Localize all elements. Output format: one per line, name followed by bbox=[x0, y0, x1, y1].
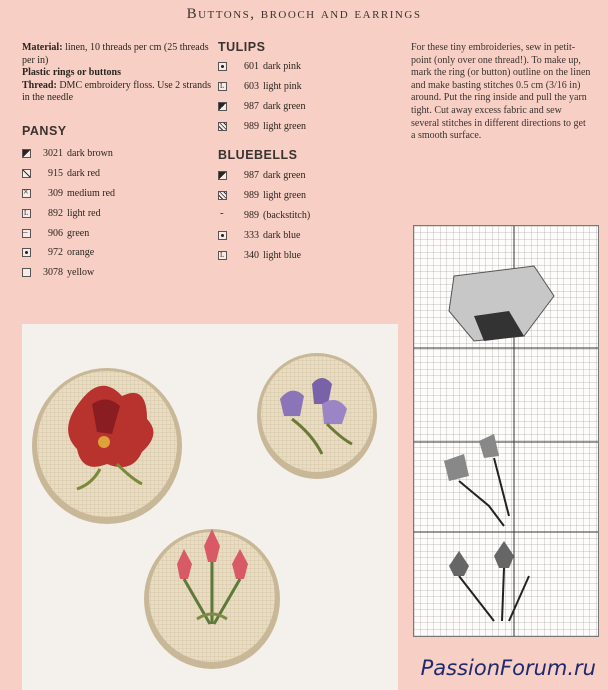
tulips-key-label: dark green bbox=[263, 100, 306, 112]
tulips-button bbox=[144, 529, 280, 669]
tulips-key-item bbox=[218, 97, 306, 117]
bluebells-key-label: light blue bbox=[263, 249, 302, 261]
bluebells-symbol-icon bbox=[218, 231, 227, 240]
pansy-button bbox=[32, 368, 182, 524]
bluebells-key-item bbox=[218, 245, 310, 265]
bluebells-key-code: 340 bbox=[244, 249, 259, 261]
bluebells-symbol-icon bbox=[218, 171, 227, 180]
watermark: PassionForum.ru bbox=[420, 656, 596, 680]
bluebells-key bbox=[218, 166, 310, 265]
material-text: linen, 10 threads per cm (25 threads per in) bbox=[22, 42, 209, 66]
pansy-key-label: orange bbox=[67, 247, 95, 259]
pansy-symbol-icon bbox=[22, 189, 31, 198]
pansy-key-label: yellow bbox=[67, 267, 95, 279]
pansy-key-code: 3021 bbox=[43, 148, 63, 160]
bluebells-key-item bbox=[218, 225, 310, 245]
bluebells-key-code: 987 bbox=[244, 170, 259, 182]
tulips-key-label: dark pink bbox=[263, 61, 302, 73]
pansy-key-code: 906 bbox=[48, 227, 63, 239]
bluebells-key-item bbox=[218, 186, 310, 206]
pansy-symbol-icon bbox=[22, 209, 31, 218]
pansy-key-label: medium red bbox=[67, 187, 116, 199]
bluebells-key-label: light green bbox=[263, 190, 307, 202]
pansy-key-code: 972 bbox=[48, 247, 63, 259]
tulips-symbol-icon bbox=[218, 62, 227, 71]
pansy-key-item bbox=[22, 223, 115, 243]
tulips-symbol-icon bbox=[218, 82, 227, 91]
chart-grid bbox=[414, 226, 598, 636]
materials-block bbox=[22, 42, 212, 105]
pansy-symbol-icon bbox=[22, 229, 31, 238]
bluebells-key-code: 989 bbox=[244, 190, 259, 202]
material-label: Material: bbox=[22, 42, 63, 53]
tulips-key-item bbox=[218, 77, 306, 97]
pansy-key bbox=[22, 144, 115, 283]
pansy-key-code: 309 bbox=[48, 187, 63, 199]
instructions-text: For these tiny embroideries, sew in petit-point (only over one thread!). To make up, mark the ring (or button) outline on the linen and make basting stitches 0.5 cm (3/16 in) around. Put the ring inside and pull the yarn tight. Cut away excess fabric and sew several stitches in different directions to get a smooth surface. bbox=[411, 42, 591, 142]
bluebells-key-code: 989 bbox=[244, 209, 259, 221]
tulips-key-label: light green bbox=[263, 120, 307, 132]
bluebells-key-label: dark blue bbox=[263, 229, 301, 241]
thread-label: Thread: bbox=[22, 79, 57, 91]
tulips-key-code: 601 bbox=[244, 61, 259, 73]
bluebells-button bbox=[257, 353, 377, 479]
bluebells-key-label: (backstitch) bbox=[263, 209, 311, 221]
tulips-key-item bbox=[218, 57, 306, 77]
tulips-symbol-icon bbox=[218, 102, 227, 111]
pansy-heading: PANSY bbox=[22, 124, 67, 138]
pansy-key-label: dark brown bbox=[67, 148, 113, 160]
pansy-key-item bbox=[22, 243, 115, 263]
bluebells-symbol-icon bbox=[218, 251, 227, 260]
pansy-symbol-icon bbox=[22, 149, 31, 158]
pansy-key-item bbox=[22, 164, 115, 184]
tulips-key-code: 987 bbox=[244, 100, 259, 112]
pansy-key-label: light red bbox=[67, 207, 101, 219]
bluebells-symbol-icon bbox=[218, 211, 227, 220]
bluebells-symbol-icon bbox=[218, 191, 227, 200]
plastic-text: Plastic rings or buttons bbox=[22, 67, 121, 78]
pansy-symbol-icon bbox=[22, 268, 31, 277]
tulips-key-label: light pink bbox=[263, 81, 302, 93]
pansy-key-label: dark red bbox=[67, 168, 101, 180]
pansy-key-item bbox=[22, 144, 115, 164]
tulips-key bbox=[218, 57, 306, 136]
pansy-key-label: green bbox=[67, 227, 90, 239]
bluebells-key-item bbox=[218, 206, 310, 226]
bluebells-heading: BLUEBELLS bbox=[218, 148, 298, 162]
pansy-key-code: 892 bbox=[48, 207, 63, 219]
cross-stitch-chart bbox=[413, 225, 599, 637]
pansy-key-item bbox=[22, 263, 115, 283]
pansy-key-item bbox=[22, 184, 115, 204]
pansy-key-code: 3078 bbox=[43, 267, 63, 279]
pansy-symbol-icon bbox=[22, 248, 31, 257]
tulips-key-item bbox=[218, 116, 306, 136]
tulips-key-code: 603 bbox=[244, 81, 259, 93]
buttons-illustration bbox=[22, 324, 398, 690]
page-title: Buttons, brooch and earrings bbox=[186, 6, 422, 22]
bluebells-key-code: 333 bbox=[244, 229, 259, 241]
tulips-symbol-icon bbox=[218, 122, 227, 131]
embroidered-buttons-photo bbox=[22, 324, 398, 690]
pansy-key-item bbox=[22, 203, 115, 223]
thread-text: DMC embroidery floss. Use 2 strands in the needle bbox=[22, 79, 211, 103]
tulips-key-code: 989 bbox=[244, 120, 259, 132]
bluebells-key-label: dark green bbox=[263, 170, 306, 182]
bluebells-key-item bbox=[218, 166, 310, 186]
pansy-symbol-icon bbox=[22, 169, 31, 178]
pansy-key-code: 915 bbox=[48, 168, 63, 180]
tulips-heading: TULIPS bbox=[218, 40, 266, 54]
